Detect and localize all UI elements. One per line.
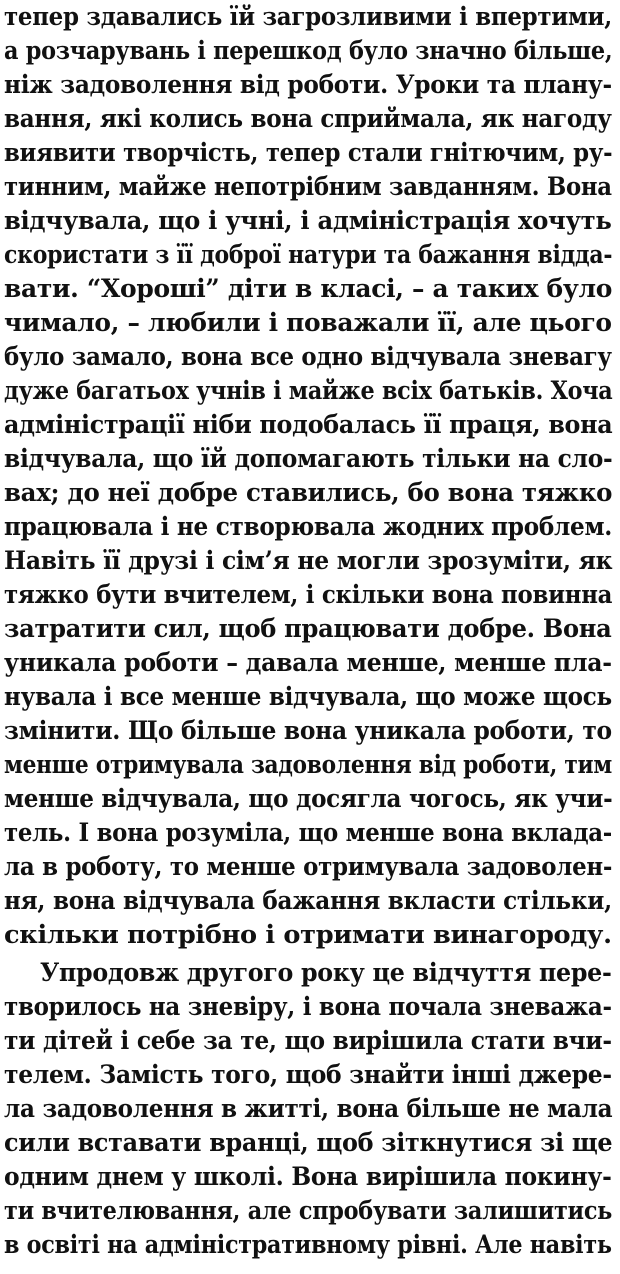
text-line: дуже багатьох учнів і майже всіх батьків. Хоча [4, 376, 613, 405]
text-line: ти дітей і себе за те, що вирішила стати вчи- [4, 1026, 612, 1055]
text-line: затратити сил, щоб працювати добре. Вона [4, 614, 612, 643]
text-line: скористати з її доброї натури та бажання відда- [4, 240, 613, 269]
text-line: було замало, вона все одно відчувала зневагу [4, 342, 612, 371]
text-line: відчувала, що і учні, і адміністрація хочуть [4, 206, 612, 235]
text-line: ла в роботу, то менше отримувала задоволен- [4, 852, 613, 881]
text-line: ти вчителювання, але спробувати залишитись [4, 1196, 613, 1225]
text-line: Навіть її друзі і сім’я не могли зрозуміти, як [4, 546, 613, 575]
text-line: працювала і не створювала жодних проблем. [4, 512, 613, 541]
text-line: нувала і все менше відчувала, що може щось [4, 682, 612, 711]
text-line: ня, вона відчувала бажання вкласти стільки, [4, 886, 612, 915]
text-line: менше відчувала, що досягла чогось, як учи- [4, 784, 613, 813]
text-line: змінити. Що більше вона уникала роботи, то [4, 716, 612, 745]
text-line: ніж задоволення від роботи. Уроки та плану- [4, 70, 612, 99]
text-line: одним днем у школі. Вона вирішила покину- [4, 1162, 612, 1191]
text-line: Упродовж другого року це відчуття пере- [40, 958, 612, 987]
text-line: вання, які колись вона сприймала, як нагоду [4, 104, 612, 133]
text-line: сили вставати вранці, щоб зіткнутися зі ще [4, 1128, 613, 1157]
text-line: вах; до неї добре ставились, бо вона тяжко [4, 478, 613, 507]
text-line: скільки потрібно і отримати винагороду. [4, 920, 612, 949]
text-line: а розчарувань і перешкод було значно більше, [4, 36, 613, 65]
text-line: чимало, – любили і поважали її, але цього [4, 308, 612, 337]
text-line: виявити творчість, тепер стали гнітючим, ру- [4, 138, 613, 167]
text-line: відчувала, що їй допомагають тільки на сло- [4, 444, 613, 473]
text-line: тепер здавались їй загрозливими і впертими, [4, 2, 612, 31]
text-line: адміністрації ніби подобалась її праця, вона [4, 410, 613, 439]
text-line: ла задоволення в житті, вона більше не мала [4, 1094, 613, 1123]
text-line: творилось на зневіру, і вона почала зневажа- [4, 992, 612, 1021]
text-line: вати. “Хороші” діти в класі, – а таких було [4, 274, 613, 303]
text-line: в освіті на адміністративному рівні. Але навіть [4, 1230, 612, 1259]
text-line: тяжко бути вчителем, і скільки вона повинна [4, 580, 613, 609]
text-line: тинним, майже непотрібним завданням. Вона [4, 172, 612, 201]
text-line: тель. І вона розуміла, що менше вона вклада- [4, 818, 612, 847]
text-line: менше отримувала задоволення від роботи, тим [4, 750, 612, 779]
text-line: телем. Замість того, щоб знайти інші джере- [4, 1060, 612, 1089]
text-line: уникала роботи – давала менше, менше пла- [4, 648, 612, 677]
